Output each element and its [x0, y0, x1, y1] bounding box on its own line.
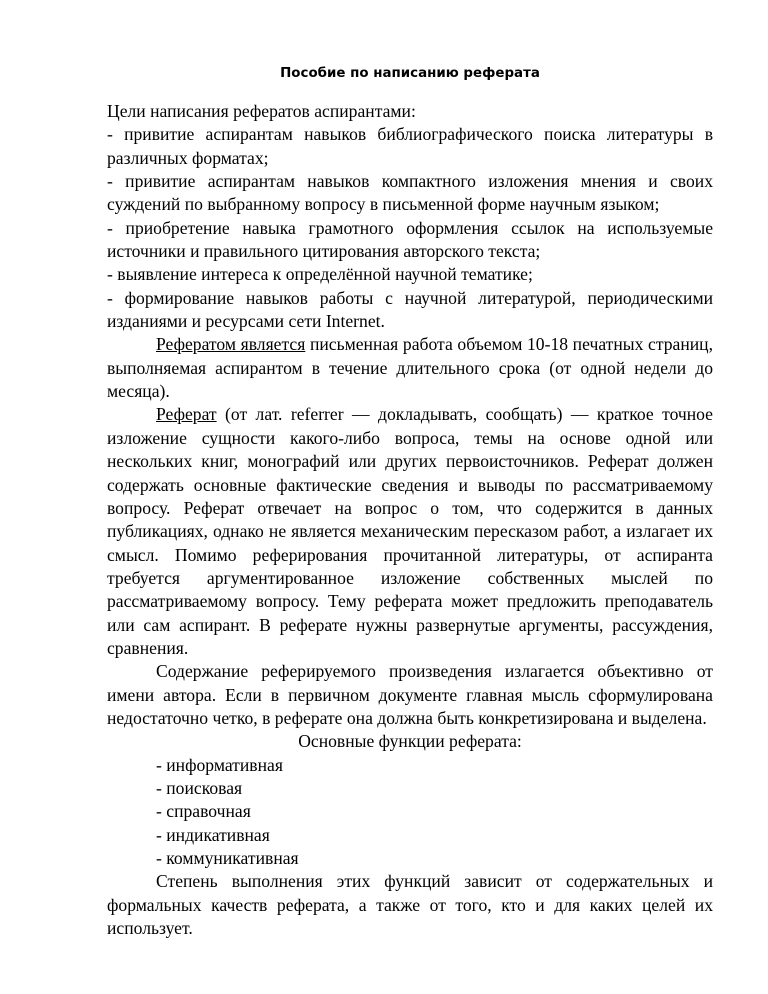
content-paragraph: Содержание реферируемого произведения излагается объективно от имени автора. Если в первичном документе главная мысль сформулирована недостаточно четко, в реферате она должна быть конкретизирована и выделена.	[107, 661, 713, 728]
document-page	[107, 66, 713, 940]
description-term: Реферат	[156, 404, 217, 425]
closing-paragraph: Степень выполнения этих функций зависит от содержательных и формальных качеств реферата, а также от того, кто и для каких целей их использует.	[107, 871, 713, 939]
definition-term: Рефератом является	[156, 334, 306, 355]
document-title: Пособие по написанию реферата	[280, 66, 540, 81]
goal-item: - привитие аспирантам навыков библиографического поиска литературы в различных форматах;	[107, 124, 713, 168]
definition-text: письменная работа объемом 10-18 печатных страниц, выполняемая аспирантом в течение длительного срока (от одной недели до месяца).	[107, 334, 713, 402]
function-item: - поисковая	[156, 777, 243, 798]
functions-heading: Основные функции реферата:	[298, 731, 522, 752]
function-item: - индикативная	[156, 824, 270, 845]
function-item: - коммуникативная	[156, 848, 299, 868]
function-item: - информативная	[156, 754, 283, 775]
definition-paragraph	[107, 333, 713, 403]
goal-item: - выявление интереса к определённой научной тематике;	[107, 264, 533, 285]
description-text: (от лат. referrer — докладывать, сообщать) — краткое точное изложение сущности какого-либо вопроса, темы на основе одной или нескольких книг, монографий или других первоисточников. Реферат должен содержать основные фактические сведения и выводы по рассматриваемому вопросу. Реферат отвечает на вопрос о том, что содержится в данных публикациях, однако не является механическим пересказом работ, а излагает их смысл. Помимо реферирования прочитанной литературы, от аспиранта требуется аргументированное изложение собственных мыслей по рассматриваемому вопросу. Тему реферата может предложить преподаватель или сам аспирант. В реферате нужны развернутые аргументы, рассуждения, сравнения.	[107, 404, 713, 658]
goals-heading: Цели написания рефератов аспирантами:	[107, 101, 416, 121]
goal-item: - приобретение навыка грамотного оформления ссылок на используемые источники и правильного цитирования авторского текста;	[107, 217, 713, 262]
goal-item: - формирование навыков работы с научной литературой, периодическими изданиями и ресурсами сети Internet.	[107, 287, 713, 332]
description-paragraph	[107, 403, 713, 660]
goal-item: - привитие аспирантам навыков компактного изложения мнения и своих суждений по выбранному вопросу в письменной форме научным языком;	[107, 171, 713, 215]
function-item: - справочная	[156, 801, 251, 822]
